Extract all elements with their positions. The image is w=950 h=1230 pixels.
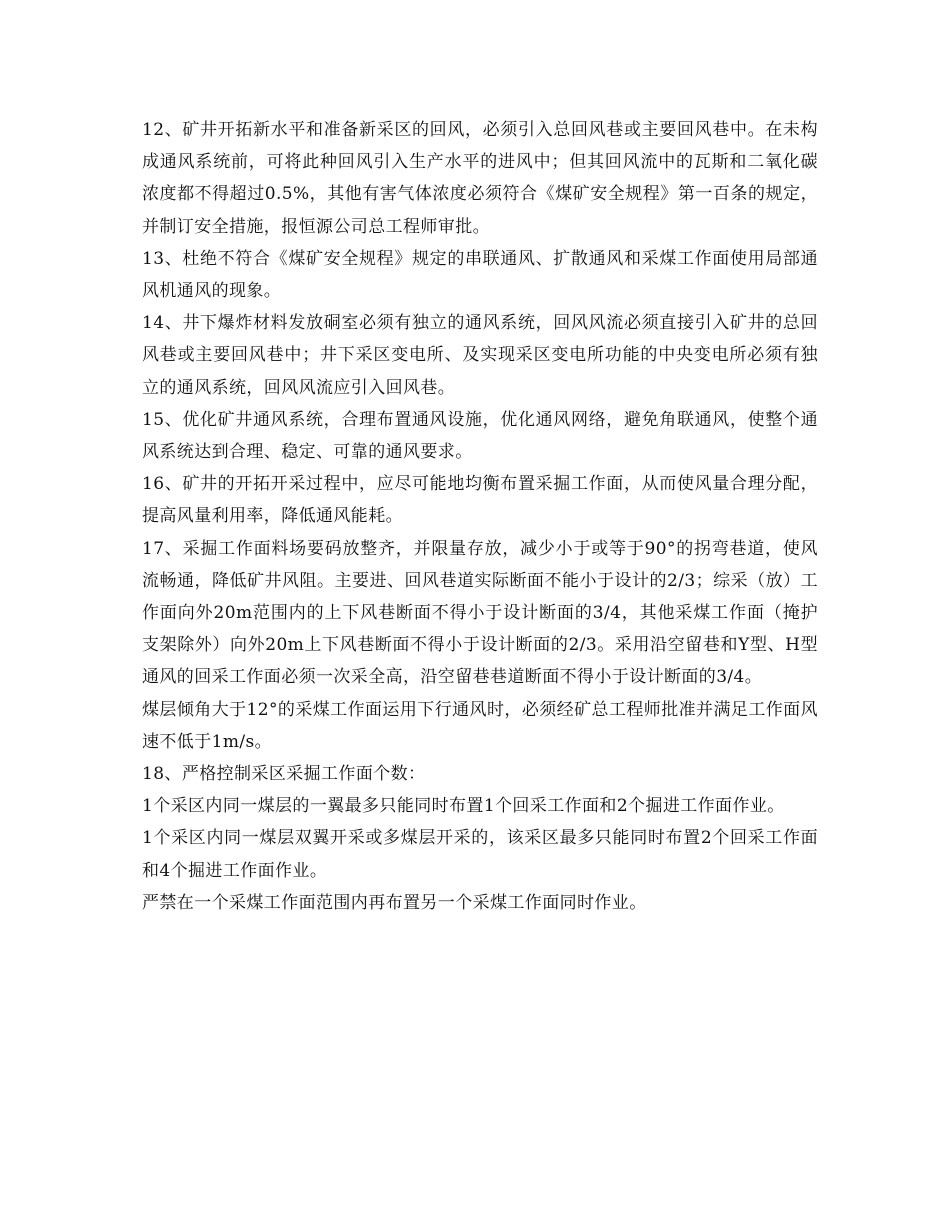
paragraph-18-item-3: 严禁在一个采煤工作面范围内再布置另一个采煤工作面同时作业。 [142, 892, 647, 913]
paragraph-13: 13、杜绝不符合《煤矿安全规程》规定的串联通风、扩散通风和采煤工作面使用局部通风机通风的现象。 [142, 248, 818, 302]
paragraph-12: 12、矿井开拓新水平和准备新采区的回风，必须引入总回风巷或主要回风巷中。在未构成通风系统前，可将此种回风引入生产水平的进风中；但其回风流中的瓦斯和二氧化碳浓度都不得超过0.5%，其他有害气体浓度必须符合《煤矿安全规程》第一百条的规定，并制订安全措施，报恒源公司总工程师审批。 [142, 120, 818, 237]
paragraph-18-item-2: 1个采区内同一煤层双翼开采或多煤层开采的，该采区最多只能同时布置2个回采工作面和4个掘进工作面作业。 [142, 828, 818, 881]
paragraph-16: 16、矿井的开拓开采过程中，应尽可能地均衡布置采掘工作面，从而使风量合理分配，提高风量利用率，降低通风能耗。 [142, 474, 818, 527]
paragraph-17: 17、采掘工作面料场要码放整齐，并限量存放，减少小于或等于90°的拐弯巷道，使风流畅通，降低矿井风阻。主要进、回风巷道实际断面不能小于设计的2/3；综采（放）工作面向外20m范围内的上下风巷断面不得小于设计断面的3/4，其他采煤工作面（掩护支架除外）向外20m上下风巷断面不得小于设计断面的2/3。采用沿空留巷和Y型、H型通风的回采工作面必须一次采全高，沿空留巷巷道断面不得小于设计断面的3/4。 [142, 538, 818, 688]
paragraph-18: 18、严格控制采区采掘工作面个数： [142, 764, 426, 785]
document-body [142, 114, 818, 919]
paragraph-18-item-1: 1个采区内同一煤层的一翼最多只能同时布置1个回采工作面和2个掘进工作面作业。 [142, 796, 785, 817]
paragraph-17-note: 煤层倾角大于12°的采煤工作面运用下行通风时，必须经矿总工程师批准并满足工作面风速不低于1m/s。 [142, 699, 818, 752]
paragraph-15: 15、优化矿井通风系统，合理布置通风设施，优化通风网络，避免角联通风，使整个通风系统达到合理、稳定、可靠的通风要求。 [142, 409, 818, 463]
paragraph-14: 14、井下爆炸材料发放硐室必须有独立的通风系统，回风风流必须直接引入矿井的总回风巷或主要回风巷中；井下采区变电所、及实现采区变电所功能的中央变电所必须有独立的通风系统，回风风流应引入回风巷。 [142, 313, 818, 398]
